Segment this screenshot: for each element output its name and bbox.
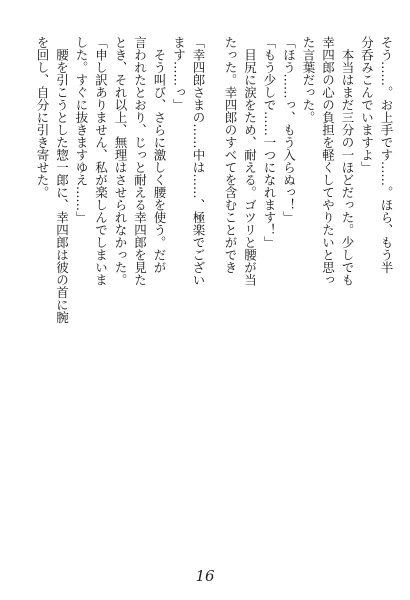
text-line: 「ほう……っ、もう入らぬっ！」 xyxy=(281,36,297,224)
text-line: 「申し訳ありません、私が楽しんでしまいま xyxy=(93,36,109,286)
left-text-column xyxy=(30,36,208,556)
text-line: 目尻に涙をため、耐える。ゴツリと腰が当 xyxy=(242,36,258,286)
text-line: たった。幸四郎のすべてを含むことができ xyxy=(223,36,238,274)
text-line: 腰を引こうとした惣一郎に、幸四郎は彼の首に腕 xyxy=(54,36,70,324)
text-line: 本当はまだ三分の一ほどだった。少しでも xyxy=(340,36,355,286)
text-line: を回し、自分に引き寄せた。 xyxy=(35,36,50,199)
text-line xyxy=(30,36,33,556)
page-number: 16 xyxy=(195,567,215,585)
text-line: 言われたとおり、じっと耐える幸四郎を見た xyxy=(132,36,148,286)
text-line: 「もう少しで……一つになれます！」 xyxy=(262,36,277,249)
text-line: 「幸四郎さまの……中は……、極楽でござい xyxy=(191,36,206,286)
text-line: 幸四郎の心の負担を軽くしてやりたいと思っ xyxy=(320,36,336,286)
text-line: そう……。お上手です……。ほら、もう半 xyxy=(379,36,394,274)
text-line: 分呑みこんでいますよ」 xyxy=(359,36,375,174)
text-line: た言葉だった。 xyxy=(301,36,316,124)
right-text-column xyxy=(218,36,396,556)
text-line: そう叫び、さらに激しく腰を使う。だが xyxy=(152,36,167,274)
text-line xyxy=(218,36,221,556)
text-line: した。すぐに抜きますゆえ……」 xyxy=(74,36,89,224)
text-line: とき、それ以上、無理はさせられなかった。 xyxy=(113,36,128,286)
text-line: ます……っ」 xyxy=(171,36,187,111)
